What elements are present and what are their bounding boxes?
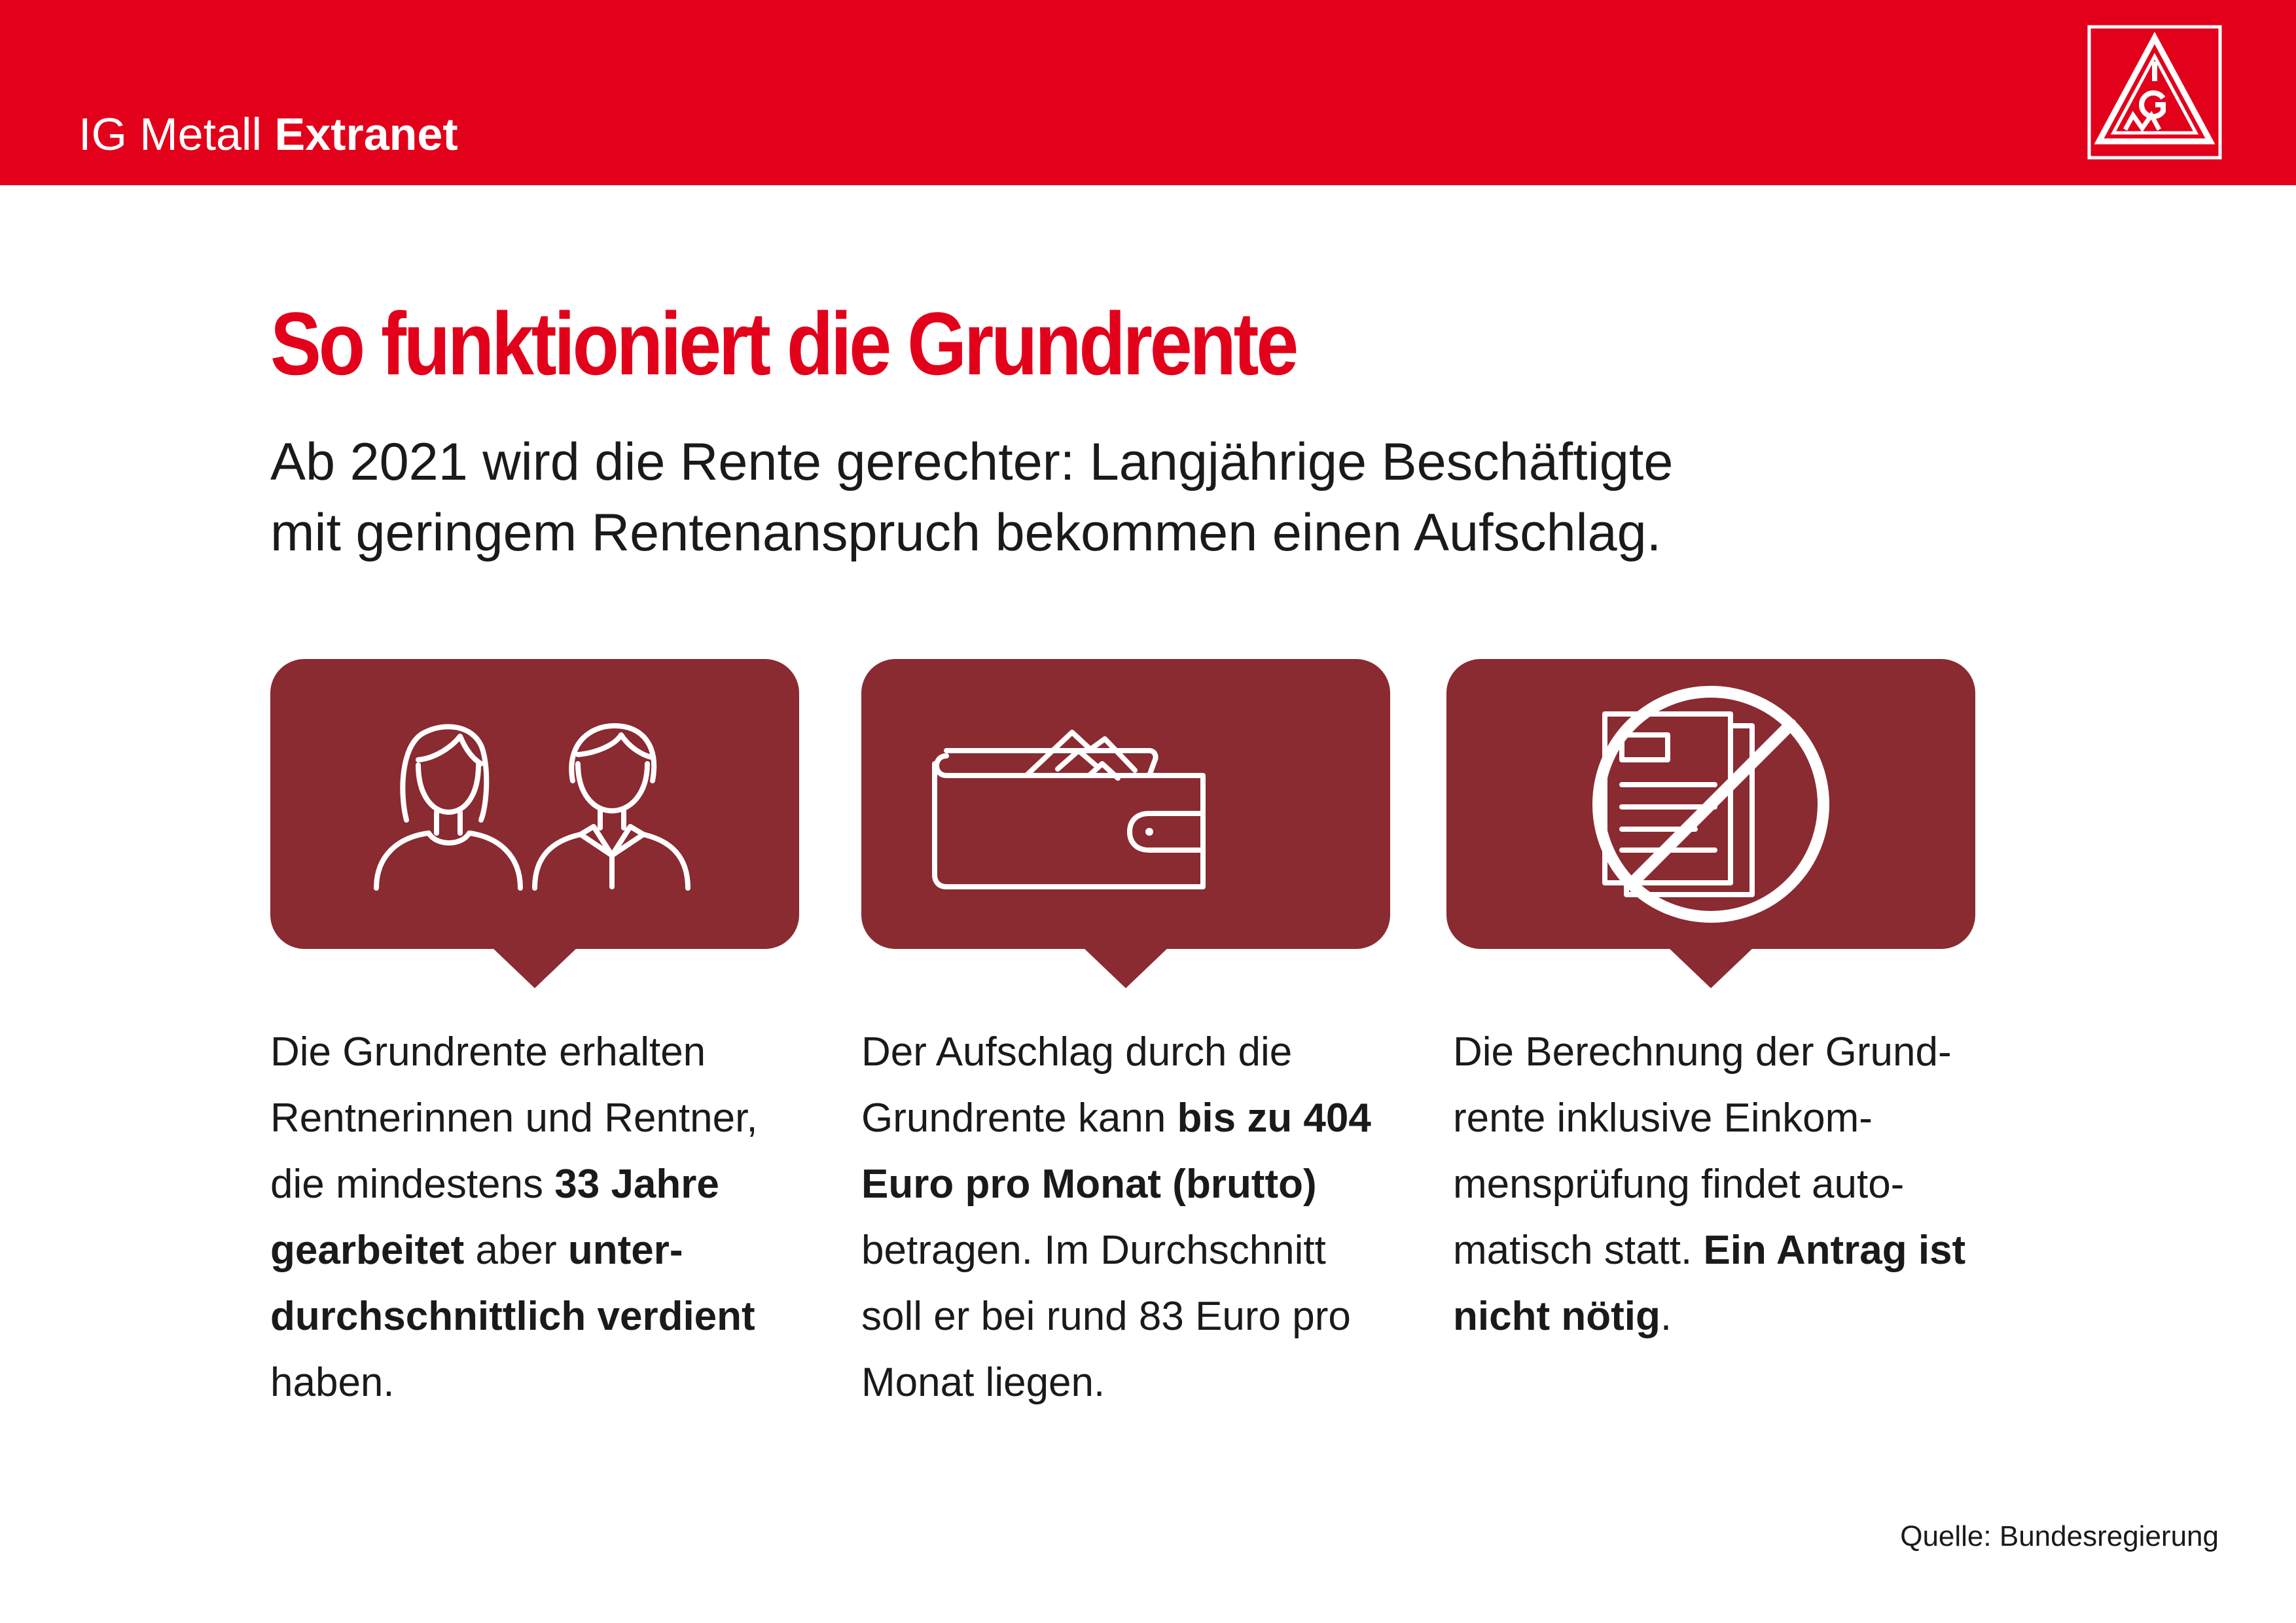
source-note: Quelle: Bundesregierung xyxy=(1900,1520,2219,1552)
text-line: Der Aufschlag durch die xyxy=(861,1029,1293,1075)
card-wallet-text xyxy=(861,1019,1405,1416)
text-line: die mindestens 33 Jahre xyxy=(270,1162,719,1207)
card-wallet xyxy=(861,659,1390,988)
brand-regular: IG Metall xyxy=(79,109,262,160)
text-line: rente inklusive Einkom- xyxy=(1453,1096,1873,1141)
brand-name xyxy=(79,105,458,164)
text-line: haben. xyxy=(270,1360,395,1405)
text-line: betragen. Im Durchschnitt xyxy=(861,1228,1326,1273)
text-line: mensprüfung findet auto- xyxy=(1453,1162,1905,1207)
text-line: soll er bei rund 83 Euro pro xyxy=(861,1294,1351,1339)
text-line: nicht nötig. xyxy=(1453,1294,1672,1339)
text-line: gearbeitet aber unter- xyxy=(270,1228,683,1273)
header-bar xyxy=(0,0,2296,185)
text-line: Euro pro Monat (brutto) xyxy=(861,1162,1317,1207)
page-title: So funktioniert die Grundrente xyxy=(270,294,1296,393)
igm-logo-icon xyxy=(2087,25,2222,160)
wallet-icon xyxy=(861,659,1390,949)
speech-bubble-pointer xyxy=(1668,947,1754,988)
speech-bubble-pointer xyxy=(492,947,578,988)
text-line: durchschnittlich verdient xyxy=(270,1294,755,1339)
text-line: Grundrente kann bis zu 404 xyxy=(861,1096,1371,1141)
card-people-text xyxy=(270,1019,814,1416)
intro-line: Ab 2021 wird die Rente gerechter: Langjährige Beschäftigte xyxy=(270,433,1674,491)
text-line: Monat liegen. xyxy=(861,1360,1105,1405)
card-no-document xyxy=(1446,659,1975,988)
people-icon xyxy=(270,659,799,949)
brand-bold: Extranet xyxy=(274,109,458,160)
text-line: Die Grundrente erhalten xyxy=(270,1029,706,1075)
text-line: matisch statt. Ein Antrag ist xyxy=(1453,1228,1966,1273)
speech-bubble-pointer xyxy=(1083,947,1169,988)
text-line: Die Berechnung der Grund- xyxy=(1453,1029,1952,1075)
card-people xyxy=(270,659,799,988)
intro-text xyxy=(270,427,1841,568)
text-line: Rentnerinnen und Rentner, xyxy=(270,1096,758,1141)
card-no-document-text xyxy=(1453,1019,1996,1349)
intro-line: mit geringem Rentenanspruch bekommen einen Aufschlag. xyxy=(270,503,1662,562)
no-document-icon xyxy=(1446,659,1975,949)
